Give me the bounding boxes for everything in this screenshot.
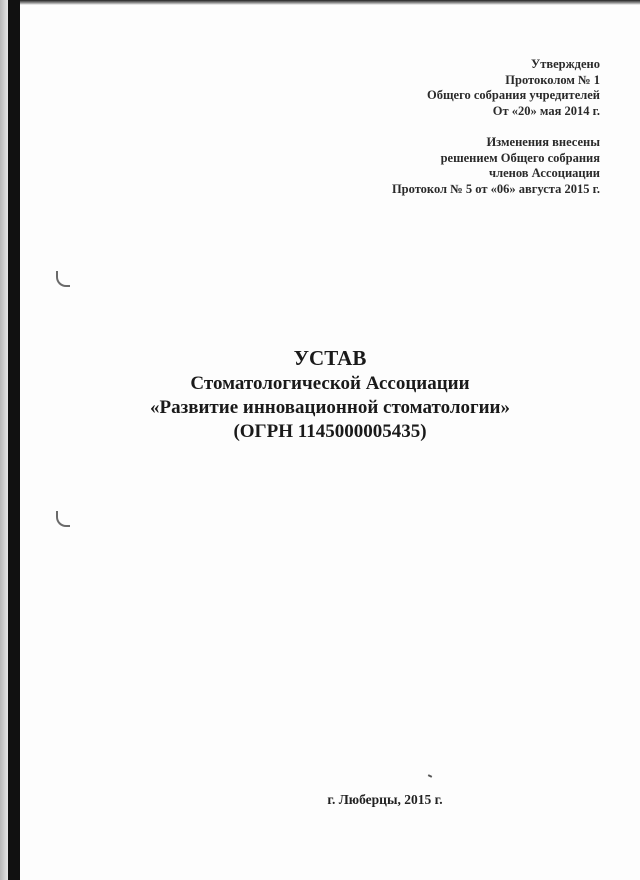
approval-gap bbox=[260, 119, 600, 135]
scan-binding-strip bbox=[8, 0, 20, 880]
punch-hole-mark bbox=[56, 271, 70, 287]
approval-stamp-block bbox=[260, 57, 600, 197]
approval-line: От «20» мая 2014 г. bbox=[492, 103, 600, 118]
amendment-line: решением Общего собрания bbox=[440, 150, 600, 165]
amendment-line: Изменения внесены bbox=[486, 135, 600, 149]
document-title-block bbox=[20, 345, 640, 444]
organization-quoted-name: «Развитие инновационной стоматологии» bbox=[149, 397, 511, 418]
document-heading: УСТАВ bbox=[293, 346, 367, 370]
approval-line: Общего собрания учредителей bbox=[427, 88, 600, 102]
document-page bbox=[20, 5, 640, 880]
punch-hole-mark bbox=[56, 511, 70, 527]
place-and-year-text: г. Люберцы, 2015 г. bbox=[327, 792, 443, 807]
scan-left-edge bbox=[0, 0, 8, 880]
organization-name: Стоматологической Ассоциации bbox=[190, 373, 470, 394]
registration-number: (ОГРН 1145000005435) bbox=[233, 421, 427, 442]
approval-line: Утверждено bbox=[531, 57, 600, 71]
place-and-year bbox=[20, 792, 640, 808]
approval-line: Протоколом № 1 bbox=[505, 72, 600, 87]
amendment-line: членов Ассоциации bbox=[489, 166, 600, 180]
amendment-line: Протокол № 5 от «06» августа 2015 г. bbox=[391, 181, 600, 196]
scan-speck bbox=[428, 774, 432, 778]
